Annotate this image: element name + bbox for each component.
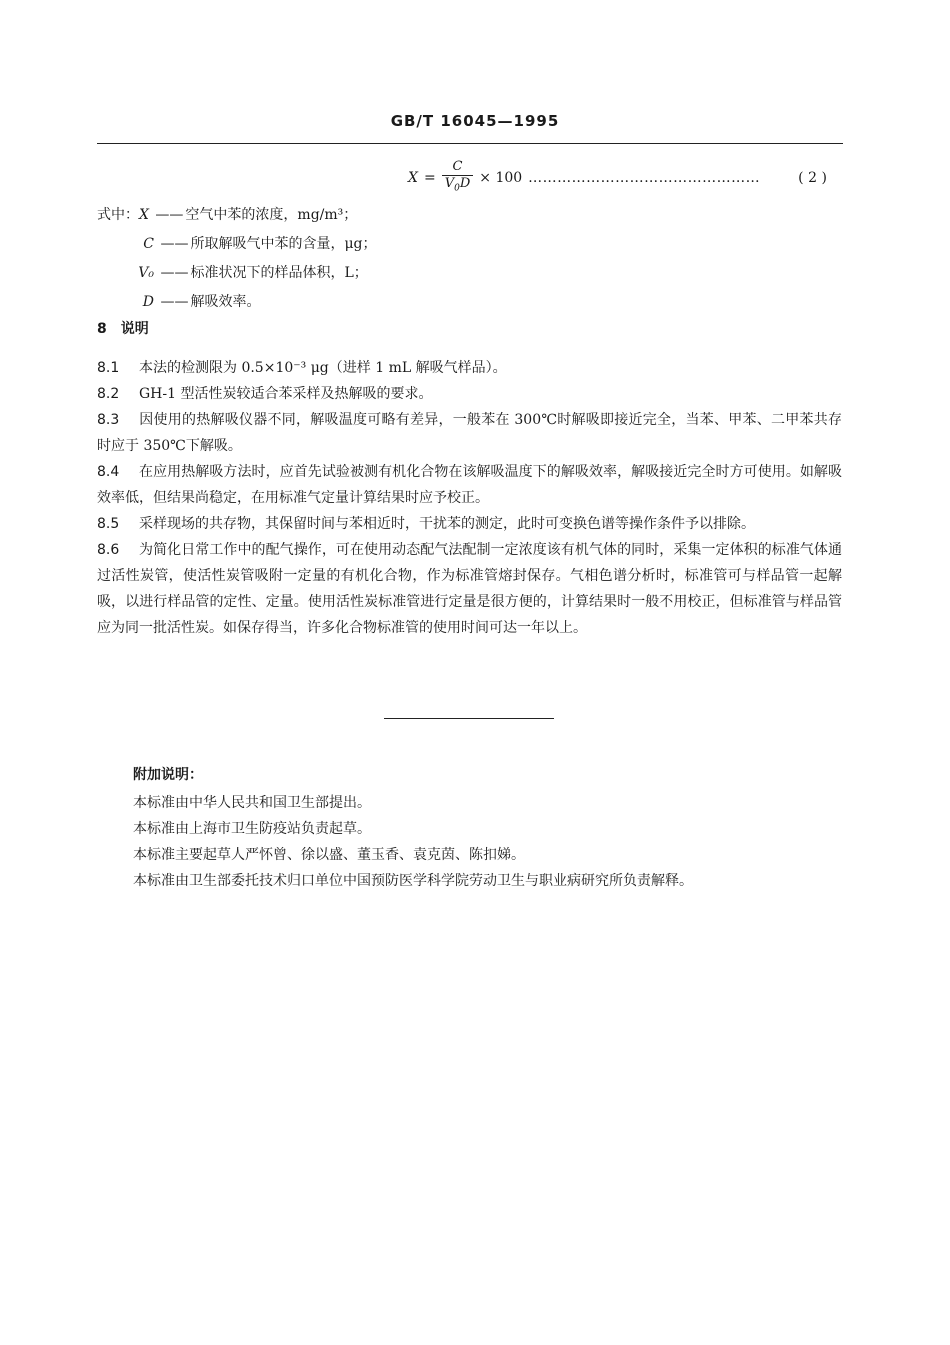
definition-dash: ——: [155, 207, 184, 223]
definitions-lead: 式中：: [97, 207, 139, 223]
definition-row: [97, 262, 377, 291]
paragraph-text: 因使用的热解吸仪器不同，解吸温度可略有差异，一般苯在 300℃时解吸即接近完全，当苯、甲苯、二甲苯共存时应于 350℃下解吸。: [97, 412, 842, 454]
formula-equals: =: [423, 170, 436, 186]
paragraph: [97, 407, 842, 459]
variable-definitions: [97, 204, 377, 320]
section-body: [97, 355, 842, 641]
paragraph: [97, 459, 842, 511]
appendix-title: 附加说明：: [133, 767, 203, 783]
paragraph: [97, 381, 842, 407]
paragraph-text: GH-1 型活性炭较适合苯采样及热解吸的要求。: [139, 386, 433, 402]
paragraph-text: 采样现场的共存物，其保留时间与苯相近时，干扰苯的测定，此时可变换色谱等操作条件予以排除。: [139, 516, 755, 532]
formula-numerator: C: [452, 159, 463, 175]
appendix-line: 本标准由中华人民共和国卫生部提出。: [133, 795, 371, 811]
header-divider: [97, 143, 843, 144]
appendix-line: 本标准由上海市卫生防疫站负责起草。: [133, 821, 371, 837]
paragraph: [97, 537, 842, 641]
definition-text: 所取解吸气中苯的含量，μg；: [190, 236, 377, 252]
formula-leader-dots: …………………………………………: [528, 170, 761, 186]
appendix-line: 本标准主要起草人严怀曾、徐以盛、董玉香、袁克茵、陈扣娣。: [133, 847, 525, 863]
definition-row: [97, 233, 377, 262]
equation-number: ( 2 ): [798, 170, 827, 186]
paragraph-number: 8.4: [97, 464, 120, 480]
definition-text: 标准状况下的样品体积，L；: [190, 265, 368, 281]
paragraph-text: 为简化日常工作中的配气操作，可在使用动态配气法配制一定浓度该有机气体的同时，采集一定体积的标准气体通过活性炭管，使活性炭管吸附一定量的有机化合物，作为标准管熔封保存。气相色谱分析时，标准管可与样品管一起解吸，以进行样品管的定性、定量。使用活性炭标准管进行定量是很方便的，计算结果时一般不用校正，但标准管与样品管应为同一批活性炭。如保存得当，许多化合物标准管的使用时间可达一年以上。: [97, 542, 842, 636]
definition-symbol: V₀: [138, 265, 154, 281]
paragraph: [97, 355, 842, 381]
paragraph-text: 在应用热解吸方法时，应首先试验被测有机化合物在该解吸温度下的解吸效率，解吸接近完全时方可使用。如解吸效率低，但结果尚稳定，在用标准气定量计算结果时应予校正。: [97, 464, 842, 506]
formula-times: × 100: [479, 170, 523, 186]
formula-denominator: [442, 175, 474, 197]
paragraph-number: 8.2: [97, 386, 120, 402]
denominator-d: D: [459, 176, 471, 192]
paragraph-text: 本法的检测限为 0.5×10⁻³ μg（进样 1 mL 解吸气样品）。: [139, 360, 507, 376]
paragraph-number: 8.6: [97, 542, 120, 558]
denominator-v: V: [444, 176, 455, 192]
section-title: 说明: [120, 321, 149, 337]
definition-symbol: C: [143, 236, 154, 252]
definition-dash: ——: [160, 294, 189, 310]
definition-text: 空气中苯的浓度，mg/m³；: [185, 207, 358, 223]
definition-row: [97, 291, 377, 320]
paragraph: [97, 511, 842, 537]
standard-code-header: GB/T 16045—1995: [390, 112, 560, 130]
denominator-sub: 0: [454, 183, 460, 194]
section-heading: [97, 318, 149, 338]
end-divider: [384, 718, 554, 719]
definition-dash: ——: [160, 236, 189, 252]
definition-row: [97, 204, 377, 233]
formula-fraction: [442, 159, 474, 197]
appendix-line: 本标准由卫生部委托技术归口单位中国预防医学科学院劳动卫生与职业病研究所负责解释。: [133, 873, 693, 889]
appendix-notes: [133, 762, 693, 894]
formula-lhs: X: [408, 170, 418, 186]
paragraph-number: 8.1: [97, 360, 120, 376]
definition-dash: ——: [160, 265, 189, 281]
section-number: 8: [97, 321, 107, 337]
definition-text: 解吸效率。: [190, 294, 261, 310]
paragraph-number: 8.3: [97, 412, 120, 428]
definition-symbol: X: [139, 207, 149, 223]
paragraph-number: 8.5: [97, 516, 120, 532]
definition-symbol: D: [142, 294, 154, 310]
formula-2: [408, 158, 827, 198]
